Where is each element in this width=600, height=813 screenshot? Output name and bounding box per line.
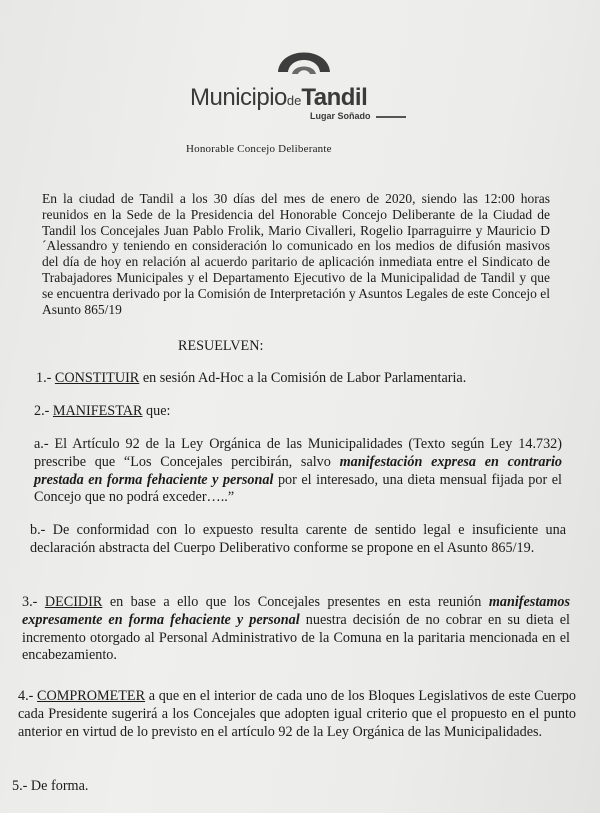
item-3-verb: DECIDIR: [44, 594, 103, 610]
logo-wordmark: [190, 84, 422, 112]
logo-word-de: de: [286, 93, 302, 108]
item-2-verb: MANIFESTAR: [52, 403, 143, 419]
item-2a-text-2: por el interesado, una dieta mensual fijada por el Concejo que no podrá exceder…..”: [34, 471, 562, 506]
item-1: [36, 370, 556, 388]
item-4-text: a que en el interior de cada uno de los Bloques Legislativos de este Cuerpo cada Presidente sugerirá a los Concejales que adopten igual criterio que el propuesto en el punto anterior en virtud de lo previsto en el artículo 92 de la Ley Orgánica de las Municipalidades.: [18, 688, 576, 740]
item-4-prefix: 4.-: [18, 688, 38, 704]
item-2a-emphasis: manifestación expresa en contrario prestada en forma fehaciente y personal: [34, 453, 563, 488]
item-4-verb: COMPROMETER: [37, 688, 146, 704]
resolution-heading: RESUELVEN:: [178, 338, 264, 354]
item-2: [34, 403, 554, 421]
municipality-logo: [190, 36, 422, 128]
logo-arc-icon: [274, 36, 334, 80]
logo-tagline: Lugar Soñado: [310, 111, 371, 121]
department-name: Honorable Concejo Deliberante: [186, 143, 332, 155]
item-2-text: que:: [142, 403, 171, 419]
logo-word-tandil: Tandil: [301, 84, 368, 111]
intro-paragraph: En la ciudad de Tandil a los 30 días del mes de enero de 2020, siendo las 12:00 horas reunidos en la Sede de la Presidencia del Honorable Concejo Deliberante de la Ciudad de Tandil los Concejales Juan Pablo Frolik, Mario Civalleri, Rogelio Iparraguirre y Mauricio D´Alessandro y teniendo en consideración lo comunicado en los medios de difusión masivos del día de hoy en relación al acuerdo paritario de aplicación inmediata entre el Sindicato de Trabajadores Municipales y el Departamento Ejecutivo de la Municipalidad de Tandil y que se encuentra derivado por la Comisión de Interpretación y Asuntos Legales de este Concejo el Asunto 865/19: [42, 191, 550, 317]
item-3-text-1: en base a ello que los Concejales presentes en esta reunión: [102, 594, 489, 610]
item-2a-text-1: a.- El Artículo 92 de la Ley Orgánica de las Municipalidades (Texto según Ley 14.732) prescribe que “Los Concejales percibirán, salvo: [34, 436, 562, 470]
logo-word-municipio: Municipio: [190, 84, 287, 111]
item-3: [22, 594, 570, 665]
item-3-text-2: nuestra decisión de no cobrar en su dieta el incremento otorgado al Personal Administrativo de la Comuna en la paritaria mencionada en el encabezamiento.: [22, 611, 570, 664]
item-1-prefix: 1.-: [36, 370, 55, 386]
item-2b: b.- De conformidad con lo expuesto resulta carente de sentido legal e insuficiente una declaración abstracta del Cuerpo Deliberativo conforme se propone en el Asunto 865/19.: [30, 522, 566, 556]
item-2a: [34, 436, 562, 507]
item-2-prefix: 2.-: [34, 403, 53, 419]
item-5: 5.- De forma.: [12, 778, 89, 794]
item-4: [18, 688, 576, 741]
item-3-emphasis: manifestamos expresamente en forma fehaciente y personal: [22, 594, 571, 628]
item-1-text: en sesión Ad-Hoc a la Comisión de Labor Parlamentaria.: [139, 370, 467, 386]
logo-underline: [376, 116, 406, 118]
item-3-prefix: 3.-: [22, 594, 45, 610]
item-1-verb: CONSTITUIR: [54, 370, 140, 386]
